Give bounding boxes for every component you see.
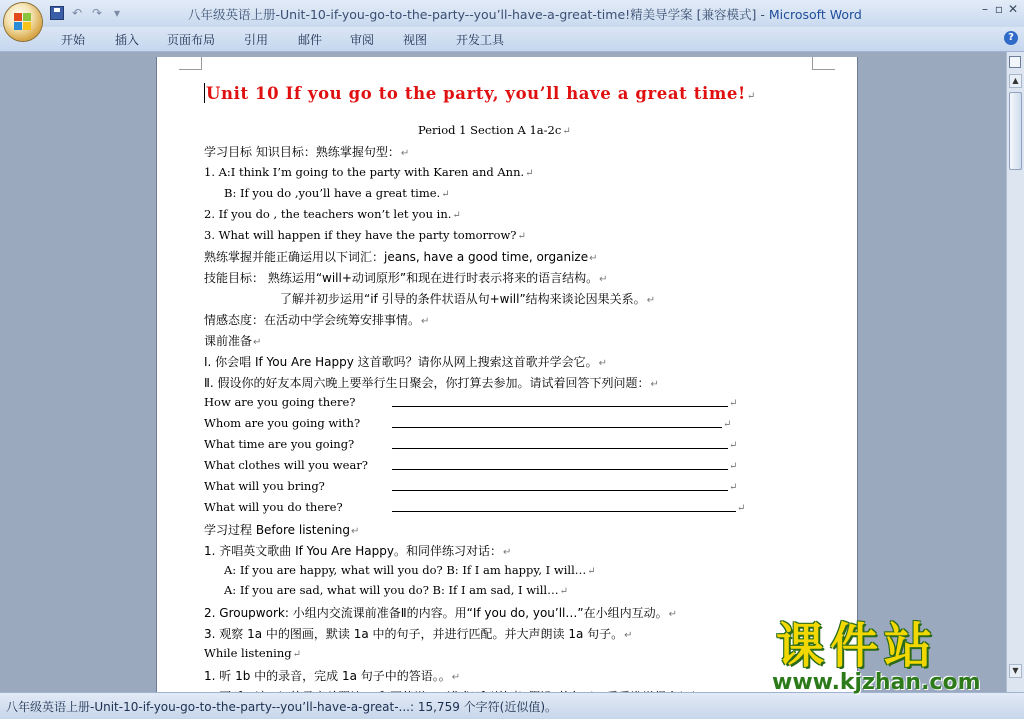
doc-line-text: 课前准备 xyxy=(204,334,253,348)
question-line xyxy=(204,395,737,409)
tab-mailings[interactable]: 邮件 xyxy=(298,33,323,47)
paragraph-mark-icon: ↵ xyxy=(598,358,608,369)
doc-line xyxy=(204,248,598,265)
paragraph-mark-icon: ↵ xyxy=(502,547,512,558)
status-bar xyxy=(0,692,1024,719)
save-icon[interactable] xyxy=(50,6,64,20)
scroll-up-button[interactable]: ▲ xyxy=(1009,74,1022,88)
doc-line xyxy=(204,604,677,621)
paragraph-mark-icon: ↵ xyxy=(525,168,534,179)
doc-line-text: 2. Groupwork: 小组内交流课前准备Ⅱ的内容。用“If you do, you’ll…”在小组内互动。 xyxy=(204,606,668,620)
doc-line-text: 了解并初步运用“if 引导的条件状语从句+will”结构来谈论因果关系。 xyxy=(280,292,646,306)
help-icon[interactable]: ? xyxy=(1004,31,1018,45)
paragraph-mark-icon: ↵ xyxy=(729,440,738,451)
paragraph-mark-icon: ↵ xyxy=(451,672,461,683)
title-bar xyxy=(0,0,1024,27)
paragraph-mark-icon: ↵ xyxy=(421,316,430,327)
restore-button[interactable]: ▫ xyxy=(994,2,1004,16)
paragraph-mark-icon: ↵ xyxy=(587,566,596,577)
tab-home[interactable]: 开始 xyxy=(61,33,86,47)
doc-line-text: 1. 听 1b 中的录音，完成 1a 句子中的答语。。 xyxy=(204,669,451,683)
close-button[interactable]: ✕ xyxy=(1007,2,1019,16)
doc-line xyxy=(224,583,568,597)
doc-line xyxy=(280,290,655,307)
doc-line-text: 3. 观察 1a 中的图画，默读 1a 中的句子，并进行匹配。并大声朗读 1a 句子。 xyxy=(204,627,624,641)
paragraph-mark-icon: ↵ xyxy=(559,586,568,597)
doc-line-text: A: If you are sad, what will you do? B: If I am sad, I will… xyxy=(224,583,559,597)
office-logo-icon xyxy=(14,13,32,31)
doc-line xyxy=(204,311,429,328)
paragraph-mark-icon: ↵ xyxy=(599,274,608,285)
watermark-logo xyxy=(770,618,1010,696)
paragraph-mark-icon: ↵ xyxy=(746,91,756,102)
doc-line xyxy=(204,521,359,538)
doc-line xyxy=(204,269,608,286)
tab-view[interactable]: 视图 xyxy=(403,33,428,47)
paragraph-mark-icon: ↵ xyxy=(562,126,571,137)
document-title: 八年级英语上册-Unit-10-if-you-go-to-the-party--you’ll-have-a-great-time!精美导学案 [兼容模式] - xyxy=(188,7,769,22)
answer-blank[interactable] xyxy=(392,438,728,449)
doc-line-text: 3. What will happen if they have the party tomorrow? xyxy=(204,228,517,242)
undo-icon[interactable]: ↶ xyxy=(71,6,83,20)
answer-blank[interactable] xyxy=(392,501,736,512)
doc-heading: Unit 10 If you go to the party, you’ll have a great time! xyxy=(206,84,746,103)
paragraph-mark-icon: ↵ xyxy=(441,189,450,200)
doc-line xyxy=(204,143,409,160)
scroll-thumb[interactable] xyxy=(1009,92,1022,170)
paragraph-mark-icon: ↵ xyxy=(624,630,633,641)
paragraph-mark-icon: ↵ xyxy=(253,337,262,348)
question-text: Whom are you going with? xyxy=(204,416,361,430)
doc-line xyxy=(204,207,461,221)
doc-line xyxy=(418,123,571,137)
paragraph-mark-icon: ↵ xyxy=(589,253,598,264)
answer-blank[interactable] xyxy=(392,459,728,470)
redo-icon[interactable]: ↷ xyxy=(91,6,103,20)
vertical-scrollbar[interactable] xyxy=(1006,52,1024,692)
doc-line-text: Ⅱ. 假设你的好友本周六晚上要举行生日聚会，你打算去参加。请试着回答下列问题： xyxy=(204,376,650,390)
status-text: 八年级英语上册-Unit-10-if-you-go-to-the-party--you’ll-have-a-great-...: 15,759 个字符(近似值)。 xyxy=(6,700,558,714)
question-text: What will you do there? xyxy=(204,500,343,514)
office-button[interactable] xyxy=(4,3,42,41)
doc-line xyxy=(204,374,659,391)
doc-line-text: A: If you are happy, what will you do? B: If I am happy, I will… xyxy=(224,563,587,577)
paragraph-mark-icon: ↵ xyxy=(517,231,526,242)
minimize-button[interactable]: – xyxy=(982,2,988,16)
question-line xyxy=(204,437,737,451)
paragraph-mark-icon: ↵ xyxy=(723,419,732,430)
doc-line-text: 技能目标： 熟练运用“will+动词原形”和现在进行时表示将来的语言结构。 xyxy=(204,271,599,285)
doc-line xyxy=(204,646,301,660)
tab-references[interactable]: 引用 xyxy=(244,33,269,47)
tab-review[interactable]: 审阅 xyxy=(350,33,375,47)
tab-developer[interactable]: 开发工具 xyxy=(456,33,505,47)
doc-line xyxy=(204,165,534,179)
paragraph-mark-icon: ↵ xyxy=(650,379,659,390)
document-page[interactable] xyxy=(157,57,857,697)
doc-line xyxy=(204,353,607,370)
paragraph-mark-icon: ↵ xyxy=(452,210,461,221)
paragraph-mark-icon: ↵ xyxy=(729,482,738,493)
answer-blank[interactable] xyxy=(392,396,728,407)
doc-line-text: 熟练掌握并能正确运用以下词汇：jeans, have a good time, organize xyxy=(204,250,589,264)
doc-line-text: Period 1 Section A 1a-2c xyxy=(418,123,562,137)
watermark-url: www.kjzhan.com xyxy=(772,670,981,695)
paragraph-mark-icon: ↵ xyxy=(646,295,656,306)
paragraph-mark-icon: ↵ xyxy=(729,398,738,409)
doc-line xyxy=(204,332,261,349)
question-line xyxy=(204,416,731,430)
doc-line-text: 学习过程 Before listening xyxy=(204,523,351,537)
doc-line-text: 1. 齐唱英文歌曲 If You Are Happy。和同伴练习对话： xyxy=(204,544,502,558)
tab-insert[interactable]: 插入 xyxy=(115,33,140,47)
paragraph-mark-icon: ↵ xyxy=(351,526,360,537)
question-line xyxy=(204,500,745,514)
doc-heading-line xyxy=(204,83,755,103)
scroll-down-button[interactable]: ▼ xyxy=(1009,664,1022,678)
paragraph-mark-icon: ↵ xyxy=(292,649,301,660)
doc-line-text: 1. A:I think I’m going to the party with Karen and Ann. xyxy=(204,165,525,179)
view-ruler-icon[interactable] xyxy=(1009,56,1021,68)
app-name: Microsoft Word xyxy=(768,7,862,22)
text-cursor xyxy=(204,83,205,103)
paragraph-mark-icon: ↵ xyxy=(737,503,746,514)
margin-marker-left xyxy=(179,57,202,70)
watermark-title: 课件站 xyxy=(776,618,939,674)
quick-access-toolbar xyxy=(50,4,124,22)
doc-line-text: Ⅰ. 你会唱 If You Are Happy 这首歌吗？请你从网上搜索这首歌并学会它。 xyxy=(204,355,598,369)
question-text: What will you bring? xyxy=(204,479,325,493)
question-text: What clothes will you wear? xyxy=(204,458,368,472)
paragraph-mark-icon: ↵ xyxy=(729,461,738,472)
margin-marker-right xyxy=(812,57,835,70)
customize-qat-icon[interactable]: ▾ xyxy=(113,6,121,20)
doc-line-text: While listening xyxy=(204,646,292,660)
doc-line xyxy=(204,625,633,642)
question-line xyxy=(204,458,737,472)
paragraph-mark-icon: ↵ xyxy=(400,148,410,159)
window-title xyxy=(188,5,862,23)
paragraph-mark-icon: ↵ xyxy=(668,609,677,620)
doc-line xyxy=(204,228,526,242)
answer-blank[interactable] xyxy=(392,417,722,428)
doc-line xyxy=(204,667,460,684)
doc-line-text: 学习目标 知识目标：熟练掌握句型： xyxy=(204,145,400,159)
document-workspace xyxy=(0,52,1006,692)
doc-line-text: 2. If you do , the teachers won’t let you in. xyxy=(204,207,452,221)
doc-line-text: B: If you do ,you’ll have a great time. xyxy=(224,186,441,200)
tab-page-layout[interactable]: 页面布局 xyxy=(167,33,216,47)
answer-blank[interactable] xyxy=(392,480,728,491)
question-line xyxy=(204,479,737,493)
ribbon-tabs xyxy=(0,27,1024,52)
question-text: How are you going there? xyxy=(204,395,356,409)
doc-line xyxy=(224,186,450,200)
doc-line xyxy=(204,542,511,559)
question-text: What time are you going? xyxy=(204,437,355,451)
doc-line-text: 情感态度：在活动中学会统筹安排事情。 xyxy=(204,313,421,327)
doc-line xyxy=(224,563,596,577)
